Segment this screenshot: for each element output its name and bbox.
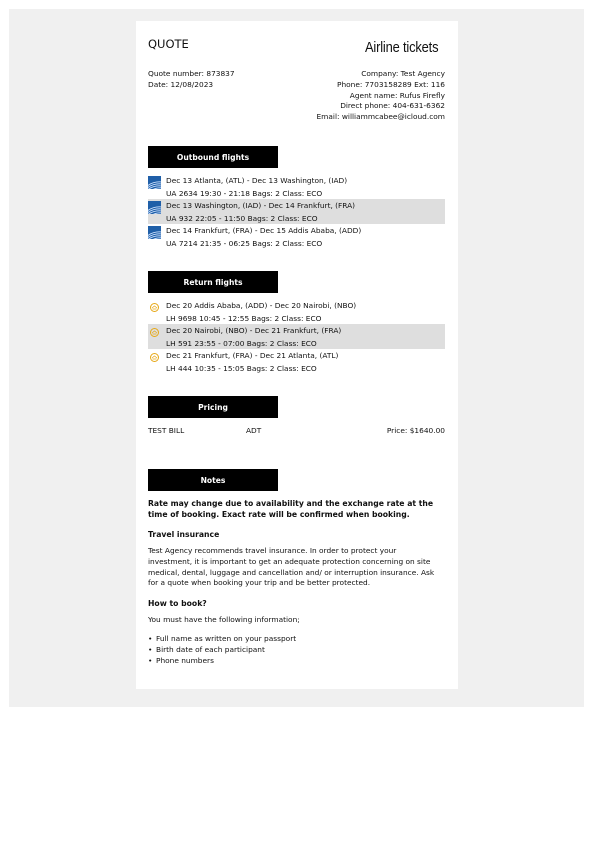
- agency-info: [317, 69, 446, 123]
- flight-route: Dec 13 Atlanta, (ATL) - Dec 13 Washington, (IAD): [166, 176, 348, 185]
- flight-detail: UA 2634 19:30 - 21:18 Bags: 2 Class: ECO: [166, 189, 323, 198]
- total-price: Price: $1640.00: [386, 426, 445, 435]
- flight-route: Dec 20 Nairobi, (NBO) - Dec 21 Frankfurt, (FRA): [166, 326, 342, 335]
- flight-detail: LH 591 23:55 - 07:00 Bags: 2 Class: ECO: [166, 339, 317, 348]
- notes-heading: Notes: [148, 469, 278, 491]
- passenger-name: TEST BILL: [148, 426, 185, 435]
- lufthansa-icon: [150, 353, 159, 362]
- outbound-flight-row: [148, 199, 445, 224]
- flight-detail: UA 7214 21:35 - 06:25 Bags: 2 Class: ECO: [166, 239, 323, 248]
- quote-date: Date: 12/08/2023: [148, 79, 214, 89]
- quote-page: [136, 21, 458, 689]
- list-item: • Phone numbers: [148, 656, 448, 667]
- lufthansa-icon: [150, 303, 159, 312]
- company-name: Company: Test Agency: [361, 69, 445, 78]
- flight-detail: LH 444 10:35 - 15:05 Bags: 2 Class: ECO: [166, 364, 317, 373]
- return-flights-heading: Return flights: [148, 271, 278, 293]
- direct-phone: Direct phone: 404-631-6362: [340, 101, 445, 111]
- requirements-list: [148, 634, 448, 666]
- agent-email: Email: williammcabee@icloud.com: [316, 112, 445, 122]
- rate-notice: Rate may change due to availability and the exchange rate at the time of booking. Exact rate will be confirmed when booking.: [148, 499, 434, 519]
- how-to-book-intro: You must have the following information;: [148, 615, 300, 625]
- united-airlines-icon: [148, 176, 161, 189]
- flight-route: Dec 13 Washington, (IAD) - Dec 14 Frankfurt, (FRA): [166, 201, 356, 210]
- pricing-heading: Pricing: [148, 396, 278, 418]
- list-item: • Birth date of each participant: [148, 645, 448, 656]
- quote-number: Quote number: 873837: [148, 69, 235, 78]
- passenger-type: ADT: [246, 426, 262, 435]
- return-flight-row: [148, 349, 445, 374]
- insurance-heading: Travel insurance: [148, 530, 220, 539]
- page-title: QUOTE: [148, 37, 189, 51]
- united-airlines-icon: [148, 226, 161, 239]
- return-flight-row: [148, 299, 445, 324]
- flight-route: Dec 21 Frankfurt, (FRA) - Dec 21 Atlanta, (ATL): [166, 351, 339, 360]
- flight-detail: UA 932 22:05 - 11:50 Bags: 2 Class: ECO: [166, 214, 318, 223]
- how-to-book-heading: How to book?: [148, 599, 207, 609]
- outbound-flights-heading: Outbound flights: [148, 146, 278, 168]
- insurance-text: Test Agency recommends travel insurance. In order to protect your investment, it is important to get an adequate protection concerning on site medical, dental, luggage and cancellation and/ or interruption insurance. Ask for a quote when booking your trip and be better protected.: [148, 546, 435, 588]
- flight-route: Dec 14 Frankfurt, (FRA) - Dec 15 Addis Ababa, (ADD): [166, 226, 362, 235]
- agent-name: Agent name: Rufus Firefly: [349, 90, 445, 100]
- flight-route: Dec 20 Addis Ababa, (ADD) - Dec 20 Nairobi, (NBO): [166, 301, 357, 310]
- flight-detail: LH 9698 10:45 - 12:55 Bags: 2 Class: ECO: [166, 314, 322, 323]
- lufthansa-icon: [150, 328, 159, 337]
- return-flight-row: [148, 324, 445, 349]
- logo-text: Airline tickets: [364, 39, 438, 56]
- company-phone: Phone: 7703158289 Ext: 116: [337, 79, 445, 89]
- quote-meta: [148, 69, 235, 91]
- outbound-flight-row: [148, 224, 445, 249]
- list-item: • Full name as written on your passport: [148, 634, 448, 645]
- outbound-flight-row: [148, 174, 445, 199]
- notes-body: [148, 498, 448, 666]
- united-airlines-icon: [148, 201, 161, 214]
